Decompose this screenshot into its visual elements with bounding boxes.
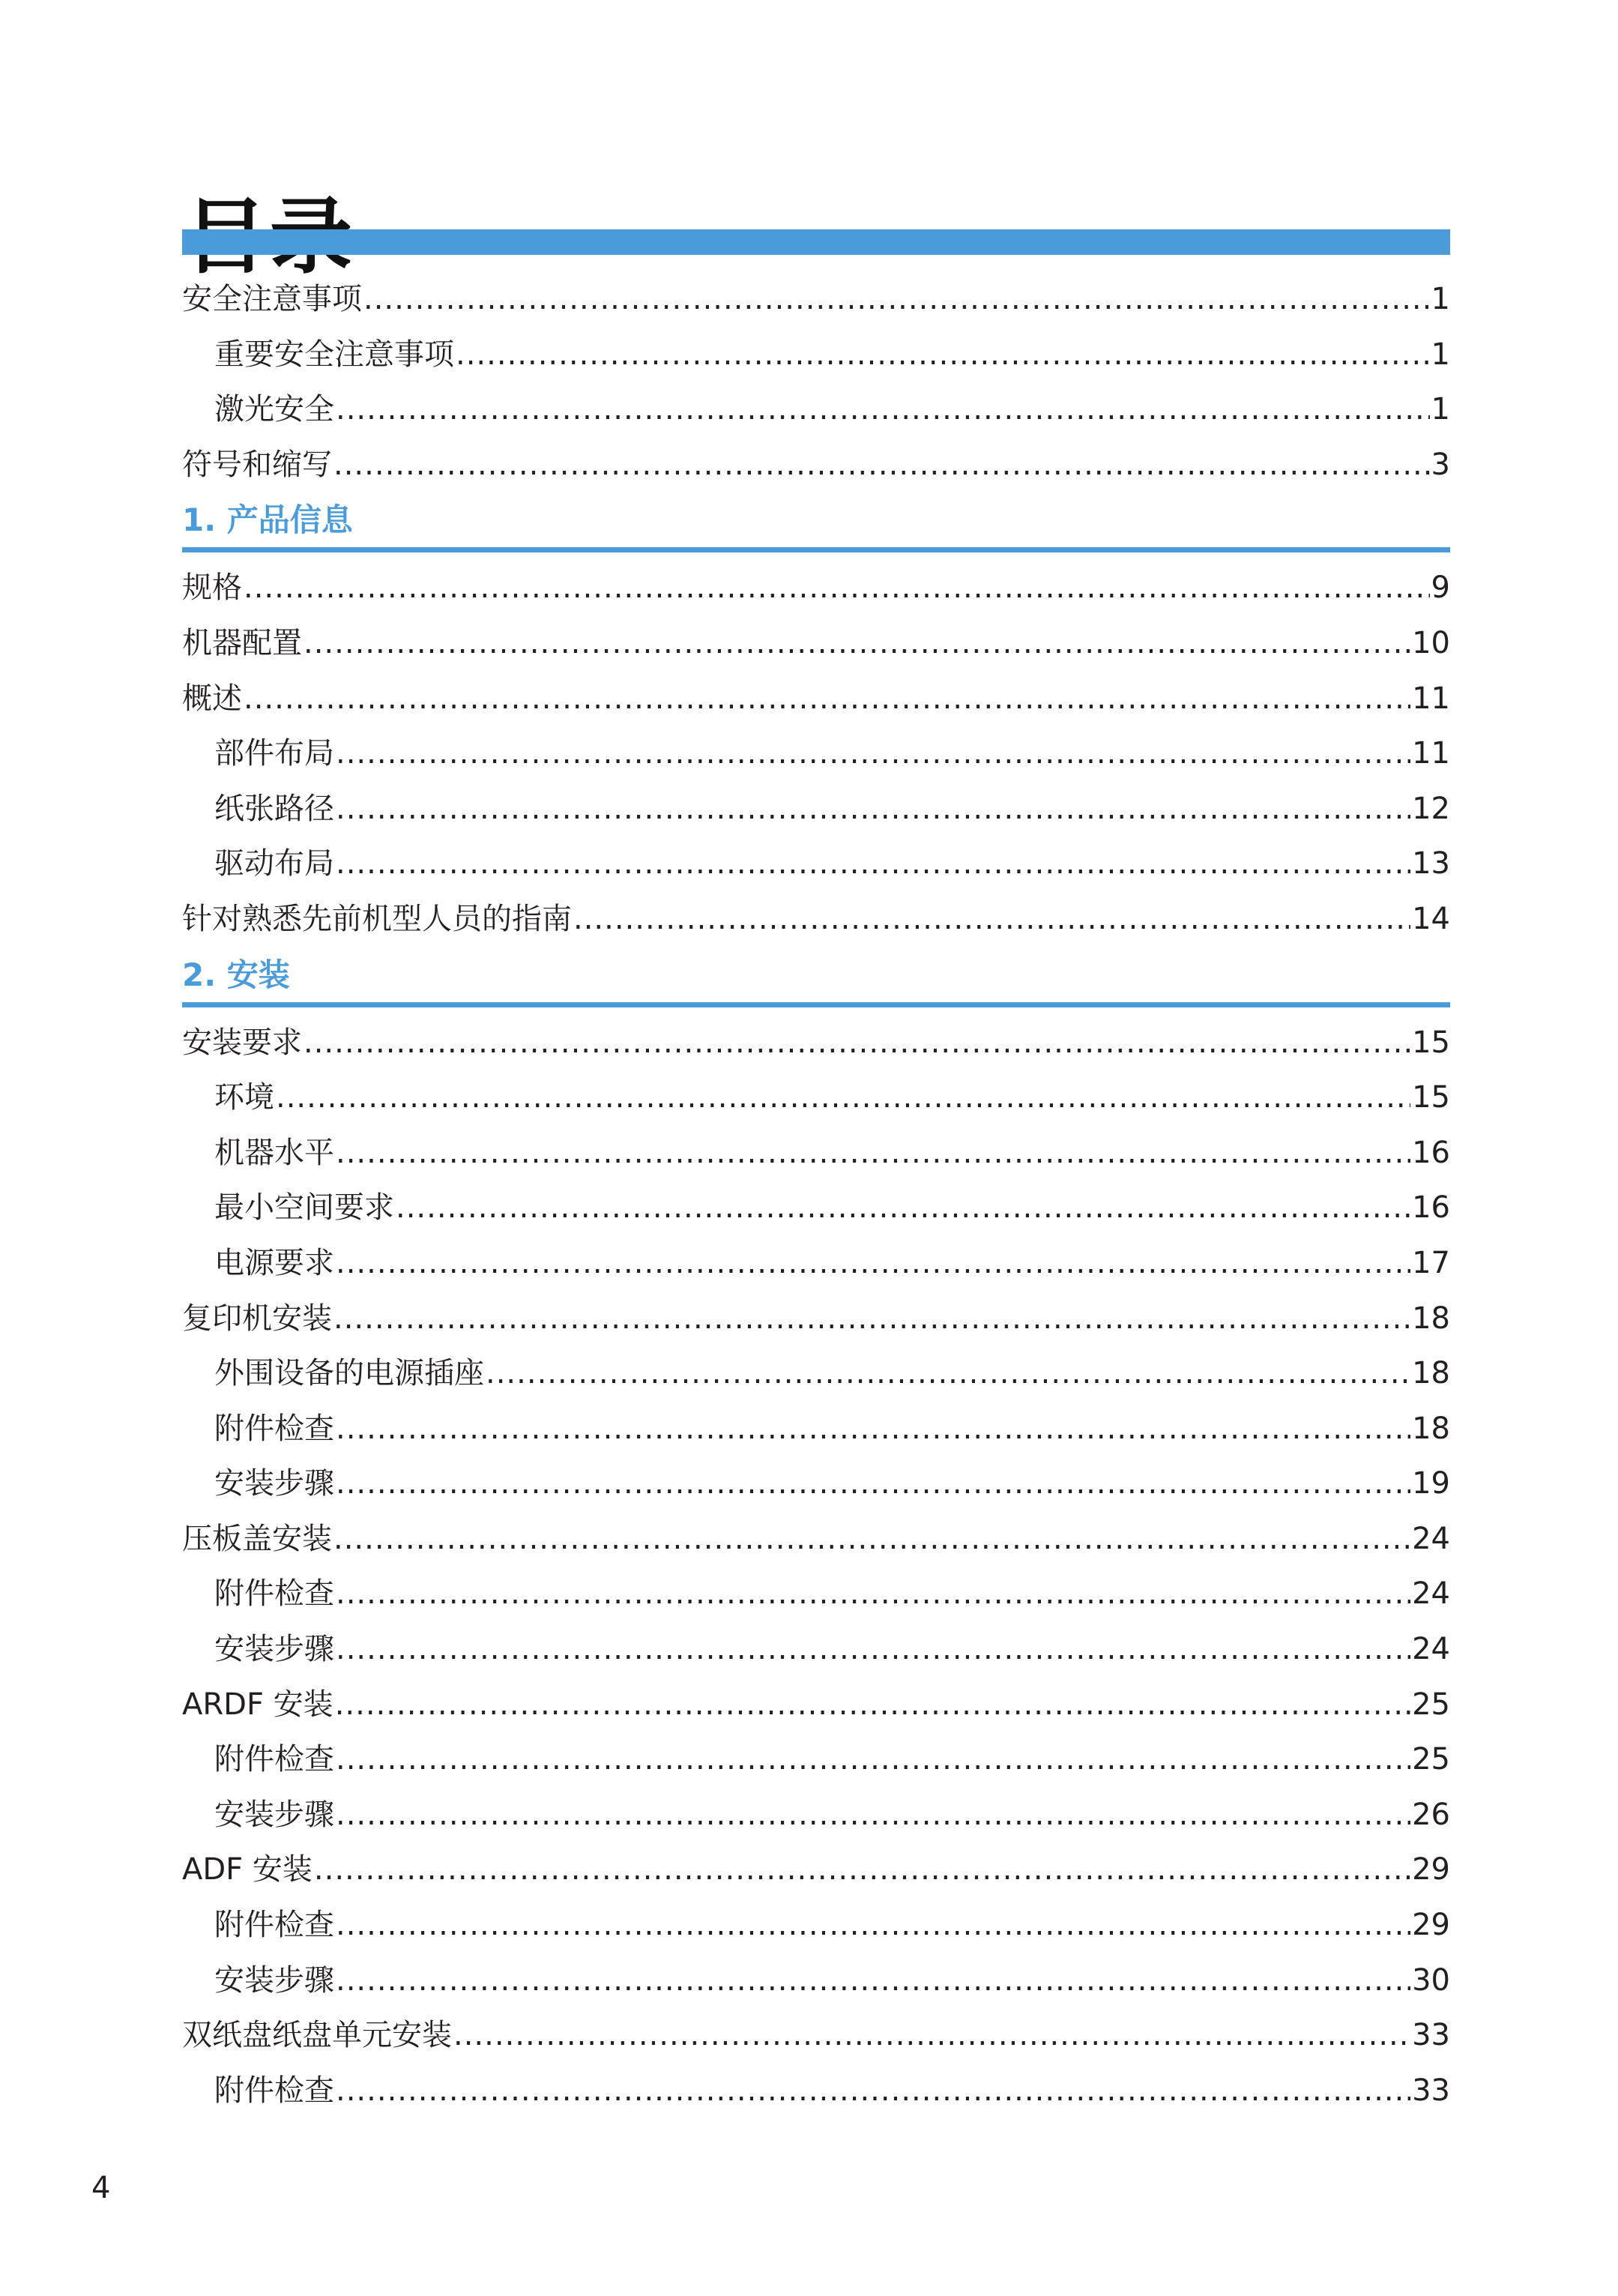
dot-leader <box>336 1236 1410 1292</box>
dot-leader <box>456 328 1430 383</box>
toc-entry-page: 26 <box>1412 1797 1450 1832</box>
toc-entry[interactable] <box>182 2064 1450 2119</box>
toc-entry-page: 12 <box>1412 791 1450 826</box>
toc-entry-label: 针对熟悉先前机型人员的指南 <box>182 901 572 936</box>
toc-entry[interactable] <box>182 837 1450 892</box>
toc-entry-page: 25 <box>1412 1687 1450 1722</box>
toc-entry[interactable] <box>182 1953 1450 2009</box>
toc-entry[interactable] <box>182 1512 1450 1567</box>
toc-entry[interactable] <box>182 328 1450 383</box>
toc-entry[interactable] <box>182 1016 1450 1071</box>
toc-entry-page: 3 <box>1431 447 1450 482</box>
dot-leader <box>363 272 1430 328</box>
toc-entry-page: 17 <box>1412 1245 1450 1280</box>
toc-entry-page: 33 <box>1412 2073 1450 2108</box>
dot-leader <box>336 1732 1410 1788</box>
toc-entry-page: 29 <box>1412 1852 1450 1887</box>
dot-leader <box>336 1953 1410 2009</box>
toc-entry-page: 16 <box>1412 1135 1450 1170</box>
toc-entry-page: 24 <box>1412 1632 1450 1667</box>
chapter-heading[interactable] <box>182 949 1450 1013</box>
dot-leader <box>336 1402 1410 1457</box>
toc-entry-label: 机器配置 <box>182 625 302 660</box>
toc-entry[interactable] <box>182 561 1450 616</box>
dot-leader <box>336 1126 1410 1181</box>
toc-entry-label: 附件检查 <box>214 2073 334 2108</box>
dot-leader <box>453 2008 1410 2064</box>
toc-entry[interactable] <box>182 892 1450 947</box>
toc-entry[interactable] <box>182 1842 1450 1898</box>
toc-entry-label: 部件布局 <box>214 736 334 771</box>
toc-entry-page: 25 <box>1412 1742 1450 1777</box>
toc-entry[interactable] <box>182 1181 1450 1236</box>
toc-entry-page: 24 <box>1412 1521 1450 1556</box>
chapter-rule <box>182 547 1450 552</box>
dot-leader <box>333 438 1430 493</box>
toc-entry-label: 纸张路径 <box>214 791 334 826</box>
toc-entry-page: 14 <box>1412 901 1450 936</box>
toc-entry-label: 附件检查 <box>214 1908 334 1943</box>
dot-leader <box>336 1898 1410 1953</box>
dot-leader <box>336 382 1430 438</box>
toc-entry[interactable] <box>182 1898 1450 1953</box>
toc-entry[interactable] <box>182 1346 1450 1402</box>
dot-leader <box>304 1016 1410 1071</box>
table-of-contents <box>182 272 1450 2118</box>
toc-entry-page: 11 <box>1412 681 1450 716</box>
dot-leader <box>333 1512 1410 1567</box>
toc-entry-label: 附件检查 <box>214 1411 334 1446</box>
toc-entry-label: ADF 安装 <box>182 1852 313 1887</box>
dot-leader <box>314 1842 1410 1898</box>
toc-entry-label: 概述 <box>182 681 242 716</box>
toc-entry-page: 29 <box>1412 1908 1450 1943</box>
toc-entry[interactable] <box>182 616 1450 672</box>
toc-entry-page: 30 <box>1412 1962 1450 1998</box>
toc-entry-page: 1 <box>1431 282 1450 316</box>
toc-entry-page: 18 <box>1412 1301 1450 1336</box>
toc-entry-label: 复印机安装 <box>182 1301 332 1336</box>
dot-leader <box>333 1292 1410 1347</box>
dot-leader <box>335 1678 1410 1733</box>
dot-leader <box>486 1346 1410 1402</box>
toc-entry-page: 15 <box>1412 1025 1450 1060</box>
toc-entry-label: 驱动布局 <box>214 846 334 882</box>
toc-entry[interactable] <box>182 382 1450 438</box>
toc-entry[interactable] <box>182 726 1450 782</box>
toc-entry-label: 环境 <box>214 1080 274 1115</box>
toc-entry[interactable] <box>182 1402 1450 1457</box>
dot-leader <box>244 561 1430 616</box>
dot-leader <box>336 1567 1410 1622</box>
toc-entry-page: 1 <box>1431 392 1450 427</box>
dot-leader <box>336 1456 1410 1512</box>
toc-entry-label: 双纸盘纸盘单元安装 <box>182 2018 452 2053</box>
dot-leader <box>336 1622 1410 1678</box>
title-rule <box>182 229 1450 255</box>
chapter-heading[interactable] <box>182 494 1450 558</box>
dot-leader <box>304 616 1410 672</box>
toc-entry-label: 机器水平 <box>214 1135 334 1170</box>
toc-entry-label: 安装步骤 <box>214 1632 334 1667</box>
toc-entry-page: 24 <box>1412 1576 1450 1612</box>
toc-entry-page: 11 <box>1412 736 1450 771</box>
toc-entry-page: 13 <box>1412 846 1450 882</box>
toc-entry[interactable] <box>182 782 1450 837</box>
toc-entry[interactable] <box>182 1732 1450 1788</box>
toc-entry-label: 附件检查 <box>214 1742 334 1777</box>
toc-entry[interactable] <box>182 1622 1450 1678</box>
toc-entry-label: 安装要求 <box>182 1025 302 1060</box>
toc-entry-page: 16 <box>1412 1190 1450 1226</box>
chapter-heading-label: 2. 安装 <box>182 956 290 993</box>
toc-entry-label: 最小空间要求 <box>214 1190 394 1226</box>
chapter-heading-label: 1. 产品信息 <box>182 501 353 539</box>
dot-leader <box>336 2064 1410 2119</box>
toc-entry[interactable] <box>182 1070 1450 1126</box>
toc-entry-label: 符号和缩写 <box>182 447 332 482</box>
toc-entry[interactable] <box>182 1456 1450 1512</box>
toc-entry-page: 19 <box>1412 1466 1450 1501</box>
toc-entry-label: 安装步骤 <box>214 1797 334 1832</box>
toc-entry-label: 压板盖安装 <box>182 1521 332 1556</box>
toc-entry[interactable] <box>182 2008 1450 2064</box>
toc-entry[interactable] <box>182 438 1450 493</box>
toc-entry-page: 9 <box>1431 570 1450 606</box>
dot-leader <box>244 672 1410 727</box>
toc-entry[interactable] <box>182 1126 1450 1181</box>
dot-leader <box>336 726 1410 782</box>
toc-entry-label: 电源要求 <box>214 1245 334 1280</box>
toc-entry[interactable] <box>182 1567 1450 1622</box>
toc-entry[interactable] <box>182 272 1450 328</box>
toc-entry[interactable] <box>182 672 1450 727</box>
dot-leader <box>336 837 1410 892</box>
toc-entry-page: 18 <box>1412 1411 1450 1446</box>
toc-entry-page: 10 <box>1412 625 1450 660</box>
toc-entry-label: 安装步骤 <box>214 1962 334 1998</box>
toc-entry-page: 18 <box>1412 1356 1450 1391</box>
toc-entry-label: 附件检查 <box>214 1576 334 1612</box>
toc-entry-label: ARDF 安装 <box>182 1687 333 1722</box>
dot-leader <box>396 1181 1410 1236</box>
dot-leader <box>336 782 1410 837</box>
toc-entry-page: 1 <box>1431 337 1450 372</box>
toc-entry-page: 33 <box>1412 2018 1450 2053</box>
toc-entry-label: 安全注意事项 <box>182 282 362 316</box>
page-number: 4 <box>91 2171 111 2205</box>
toc-entry[interactable] <box>182 1788 1450 1843</box>
toc-entry-label: 重要安全注意事项 <box>214 337 454 372</box>
toc-entry-label: 激光安全 <box>214 392 334 427</box>
toc-entry[interactable] <box>182 1678 1450 1733</box>
toc-entry-label: 安装步骤 <box>214 1466 334 1501</box>
toc-entry[interactable] <box>182 1292 1450 1347</box>
chapter-rule <box>182 1002 1450 1007</box>
toc-entry-label: 规格 <box>182 570 242 606</box>
toc-entry-page: 15 <box>1412 1080 1450 1115</box>
dot-leader <box>573 892 1410 947</box>
dot-leader <box>276 1070 1410 1126</box>
toc-entry[interactable] <box>182 1236 1450 1292</box>
toc-entry-label: 外围设备的电源插座 <box>214 1356 484 1391</box>
dot-leader <box>336 1788 1410 1843</box>
